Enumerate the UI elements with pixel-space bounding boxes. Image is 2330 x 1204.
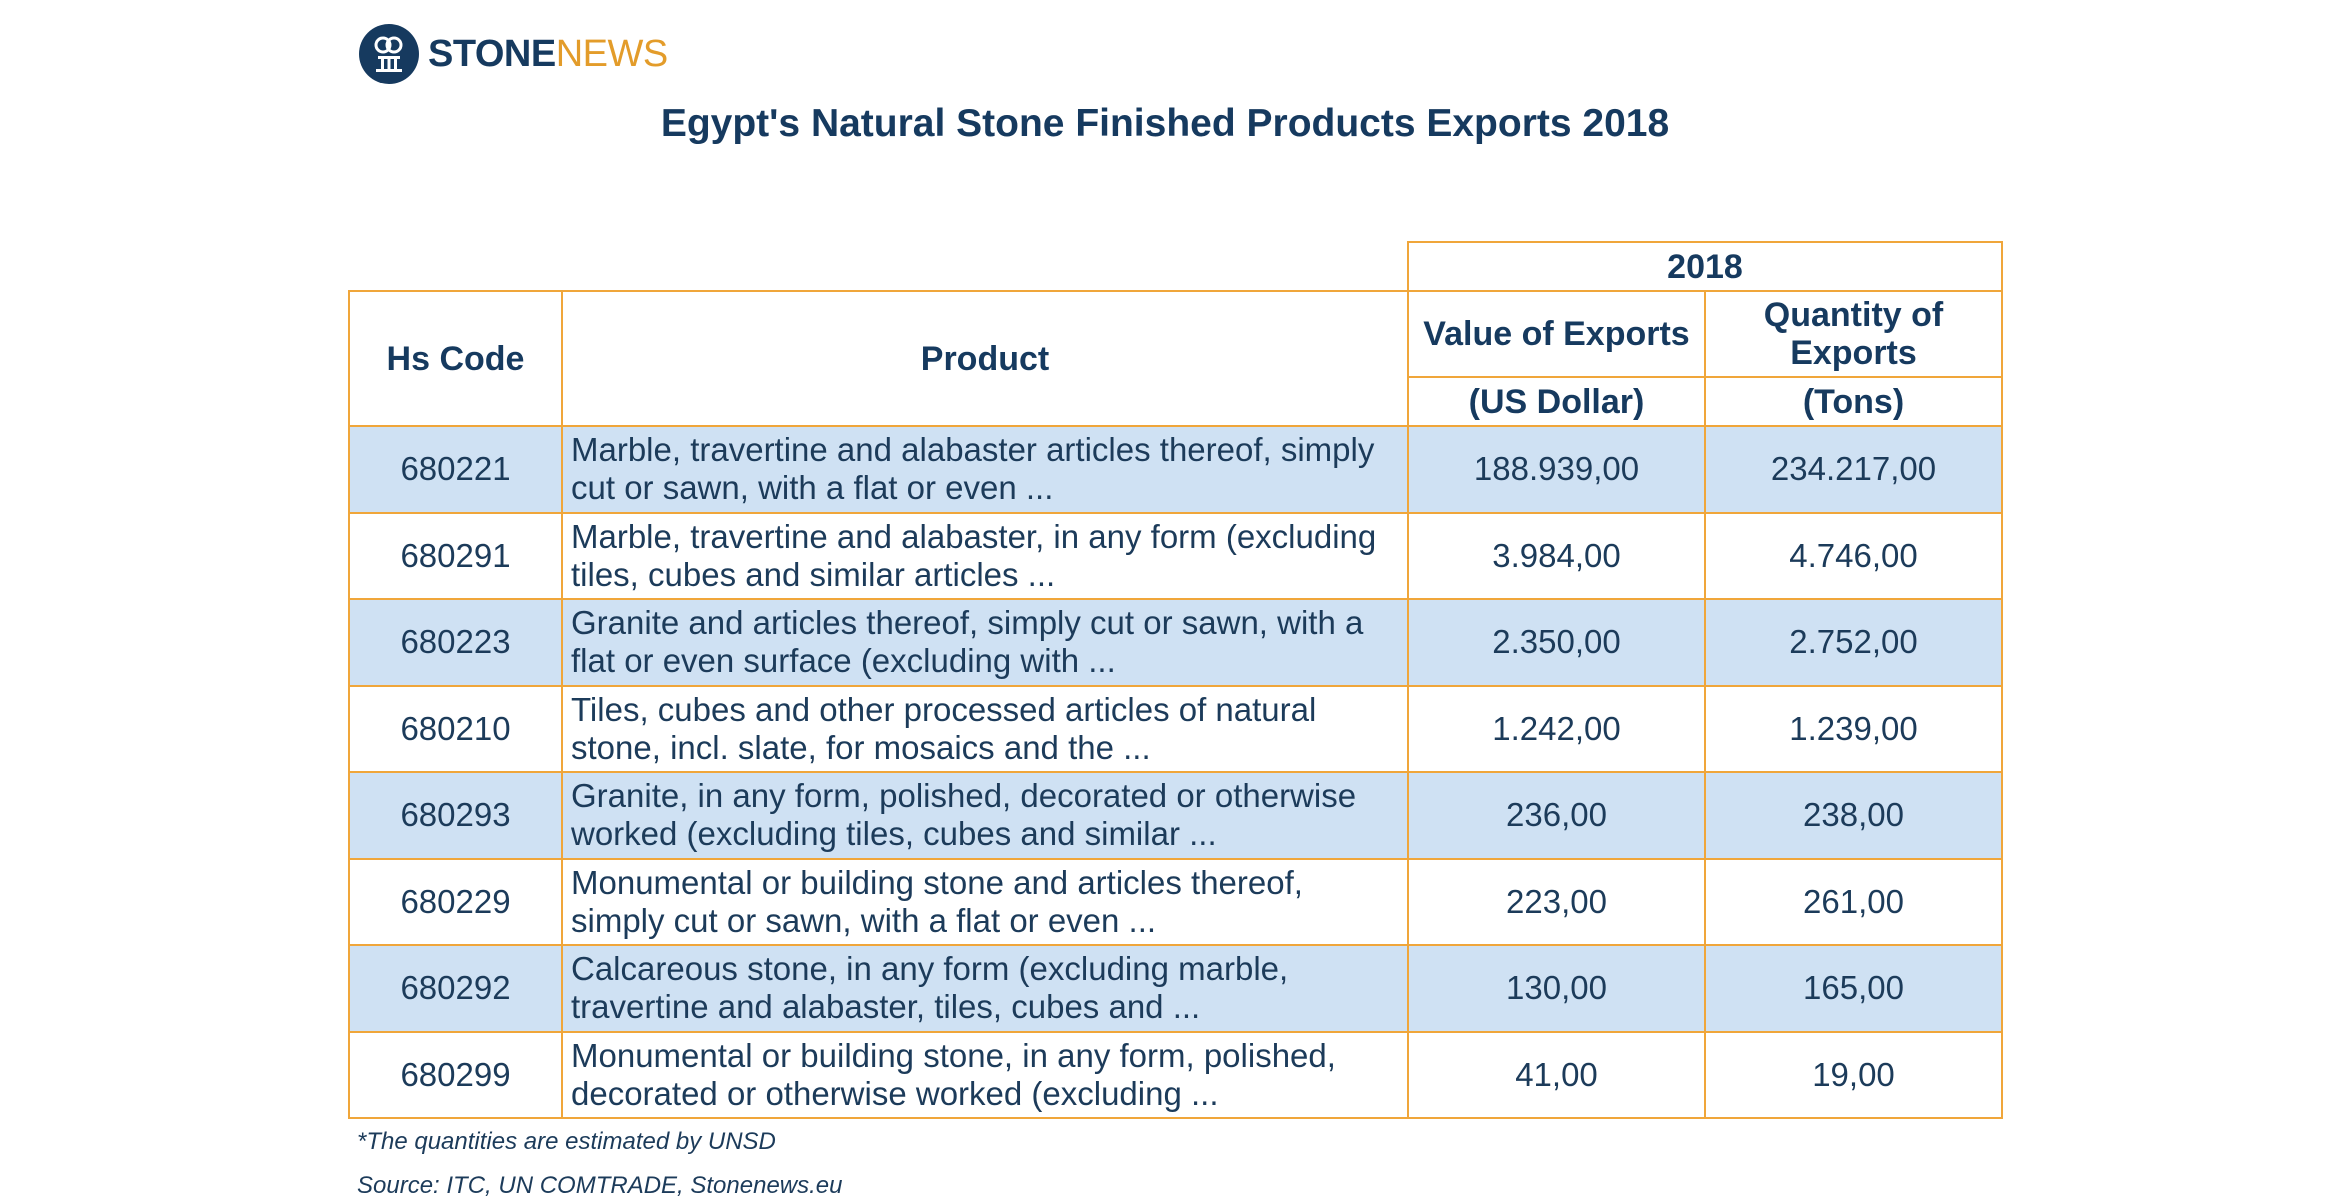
stonenews-emblem-icon <box>358 23 420 85</box>
estimate-footnote: *The quantities are estimated by UNSD <box>357 1128 776 1155</box>
quantity-cell: 234.217,00 <box>1705 426 2002 513</box>
source-footnote: Source: ITC, UN COMTRADE, Stonenews.eu <box>357 1172 843 1199</box>
product-cell: Tiles, cubes and other processed articles of natural stone, incl. slate, for mosaics and the ... <box>562 686 1408 773</box>
page-title: Egypt's Natural Stone Finished Products Exports 2018 <box>660 102 1670 145</box>
hs-code-cell: 680221 <box>349 426 562 513</box>
table-row <box>349 1032 2002 1119</box>
product-cell: Monumental or building stone, in any form, polished, decorated or otherwise worked (excluding ... <box>562 1032 1408 1119</box>
value-unit-header: (US Dollar) <box>1408 377 1705 426</box>
product-cell: Monumental or building stone and articles thereof, simply cut or sawn, with a flat or even ... <box>562 859 1408 946</box>
hs-code-cell: 680292 <box>349 945 562 1032</box>
product-cell: Marble, travertine and alabaster articles thereof, simply cut or sawn, with a flat or even ... <box>562 426 1408 513</box>
table-row <box>349 599 2002 686</box>
quantity-cell: 238,00 <box>1705 772 2002 859</box>
hs-code-cell: 680291 <box>349 513 562 600</box>
value-cell: 188.939,00 <box>1408 426 1705 513</box>
table-row <box>349 686 2002 773</box>
table-row <box>349 945 2002 1032</box>
year-header: 2018 <box>1408 242 2002 291</box>
logo-word-stone: STONE <box>428 33 556 75</box>
product-cell: Granite, in any form, polished, decorated or otherwise worked (excluding tiles, cubes and similar ... <box>562 772 1408 859</box>
value-cell: 236,00 <box>1408 772 1705 859</box>
quantity-header: Quantity of Exports <box>1705 291 2002 377</box>
value-cell: 1.242,00 <box>1408 686 1705 773</box>
product-cell: Granite and articles thereof, simply cut or sawn, with a flat or even surface (excluding with ... <box>562 599 1408 686</box>
column-header-row <box>349 291 2002 377</box>
exports-table <box>348 241 2003 1119</box>
hs-code-cell: 680293 <box>349 772 562 859</box>
table-row <box>349 513 2002 600</box>
quantity-cell: 165,00 <box>1705 945 2002 1032</box>
logo-wordmark <box>428 35 668 73</box>
quantity-cell: 2.752,00 <box>1705 599 2002 686</box>
product-cell: Marble, travertine and alabaster, in any form (excluding tiles, cubes and similar articles ... <box>562 513 1408 600</box>
value-cell: 41,00 <box>1408 1032 1705 1119</box>
table-row <box>349 772 2002 859</box>
table-row <box>349 426 2002 513</box>
quantity-unit-header: (Tons) <box>1705 377 2002 426</box>
stonenews-logo <box>358 22 668 86</box>
product-header: Product <box>562 291 1408 426</box>
logo-word-news: NEWS <box>555 33 668 75</box>
value-cell: 130,00 <box>1408 945 1705 1032</box>
quantity-cell: 1.239,00 <box>1705 686 2002 773</box>
hs-code-cell: 680229 <box>349 859 562 946</box>
product-cell: Calcareous stone, in any form (excluding marble, travertine and alabaster, tiles, cubes and ... <box>562 945 1408 1032</box>
value-cell: 223,00 <box>1408 859 1705 946</box>
hs-code-cell: 680299 <box>349 1032 562 1119</box>
quantity-cell: 19,00 <box>1705 1032 2002 1119</box>
hs-code-cell: 680210 <box>349 686 562 773</box>
quantity-cell: 261,00 <box>1705 859 2002 946</box>
value-cell: 3.984,00 <box>1408 513 1705 600</box>
table-row <box>349 859 2002 946</box>
hs-code-cell: 680223 <box>349 599 562 686</box>
value-header: Value of Exports <box>1408 291 1705 377</box>
year-header-row <box>349 242 2002 291</box>
hs-code-header: Hs Code <box>349 291 562 426</box>
quantity-cell: 4.746,00 <box>1705 513 2002 600</box>
value-cell: 2.350,00 <box>1408 599 1705 686</box>
